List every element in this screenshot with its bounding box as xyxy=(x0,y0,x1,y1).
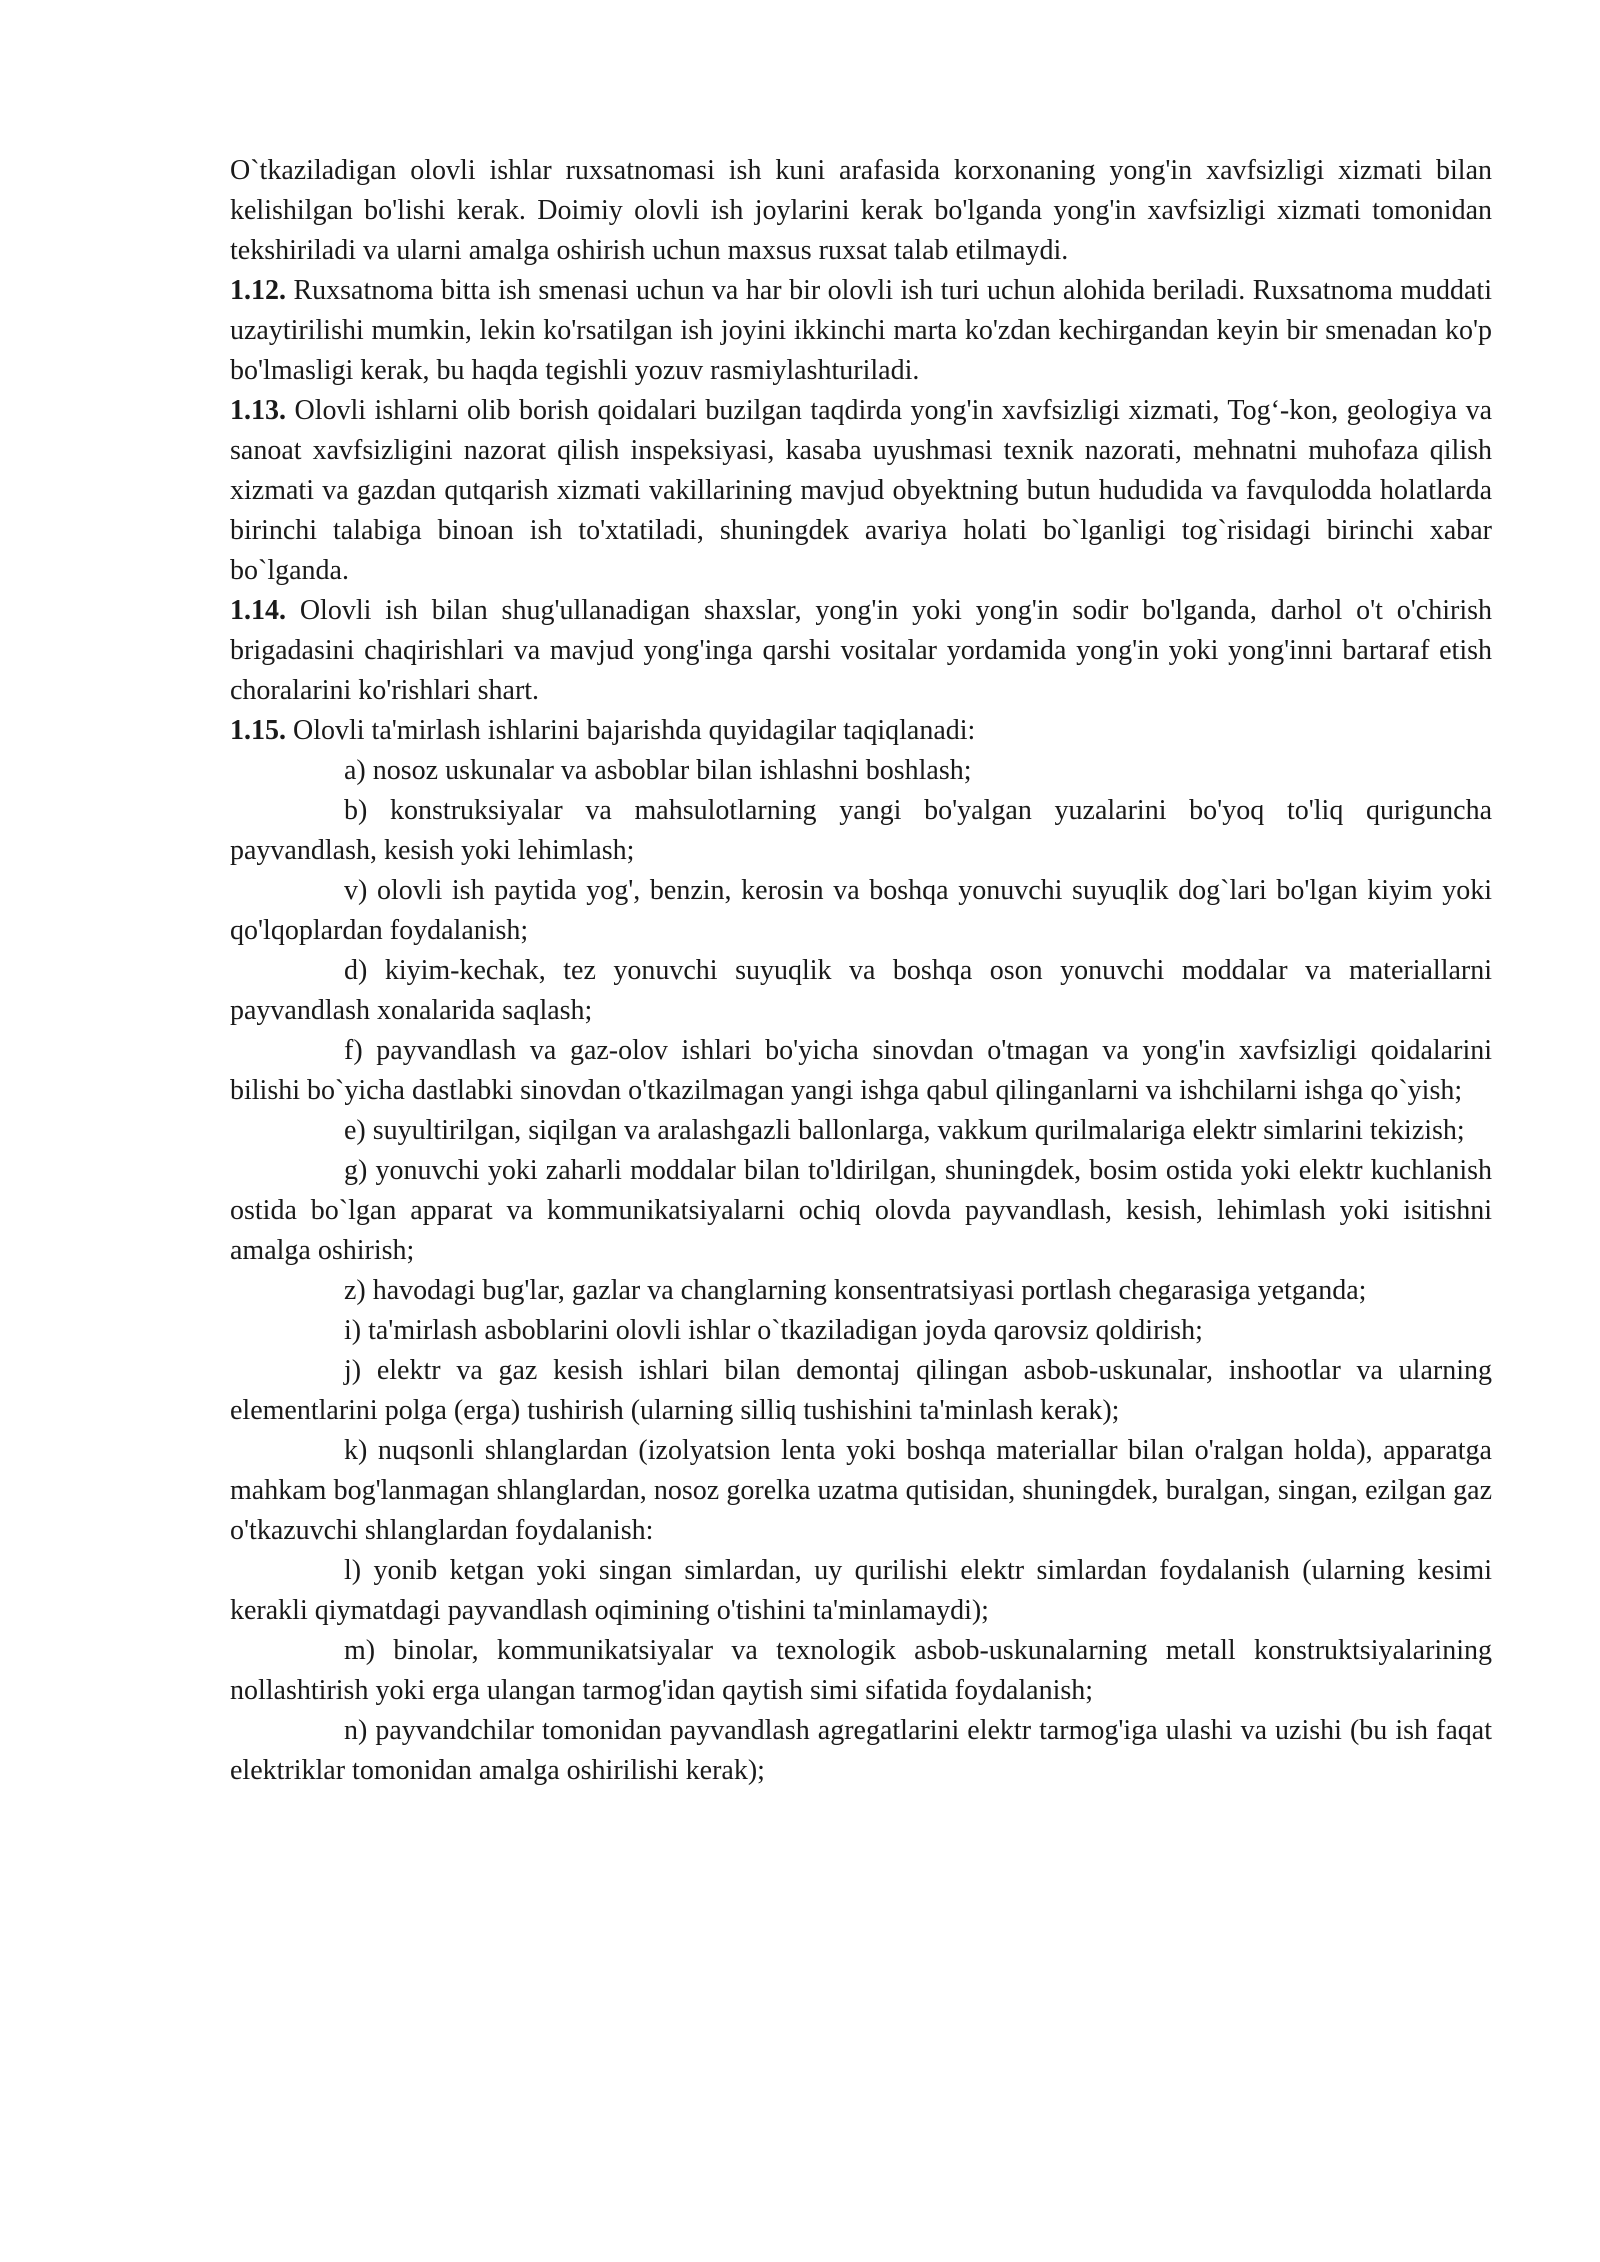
section-number: 1.15. xyxy=(230,715,286,746)
section-text: Olovli ishlarni olib borish qoidalari buzilgan taqdirda yong'in xavfsizligi xizmati, Tog‘-kon, geologiya va sanoat xavfsizligini nazorat qilish inspeksiyasi, kasaba uyushmasi texnik nazorati, mehnatni muhofaza qilish xizmati va gazdan qutqarish xizmati vakillarining mavjud obyektning butun hududida va favqulodda holatlarda birinchi talabiga binoan ish to'xtatiladi, shuningdek avariya holati bo`lganligi tog`risidagi birinchi xabar bo`lganda. xyxy=(230,395,1492,586)
list-item-m: m) binolar, kommunikatsiyalar va texnologik asbob-uskunalarning metall konstruktsiyalarining nollashtirish yoki erga ulangan tarmog'idan qaytish simi sifatida foydalanish; xyxy=(230,1635,1492,1706)
list-item-d: d) kiyim-kechak, tez yonuvchi suyuqlik va boshqa oson yonuvchi moddalar va materiallarni payvandlash xonalarida saqlash; xyxy=(230,955,1492,1026)
list-item-f: f) payvandlash va gaz-olov ishlari bo'yicha sinovdan o'tmagan va yong'in xavfsizligi qoidalarini bilishi bo`yicha dastlabki sinovdan o'tkazilmagan yangi ishga qabul qilinganlarni va ishchilarni ishga qo`yish; xyxy=(230,1035,1492,1106)
section-1-14 xyxy=(230,591,1492,711)
list-item-z: z) havodagi bug'lar, gazlar va changlarning konsentratsiyasi portlash chegarasiga yetganda; xyxy=(344,1275,1367,1306)
section-1-12 xyxy=(230,271,1492,391)
intro-paragraph: O`tkaziladigan olovli ishlar ruxsatnomasi ish kuni arafasida korxonaning yong'in xavfsizligi xizmati bilan kelishilgan bo'lishi kerak. Doimiy olovli ish joylarini kerak bo'lganda yong'in xavfsizligi xizmati tomonidan tekshiriladi va ularni amalga oshirish uchun maxsus ruxsat talab etilmaydi. xyxy=(230,155,1492,266)
section-text: Ruxsatnoma bitta ish smenasi uchun va har bir olovli ish turi uchun alohida beriladi. Ruxsatnoma muddati uzaytirilishi mumkin, lekin ko'rsatilgan ish joyini ikkinchi marta ko'zdan kechirgandan keyin bir smenadan ko'p bo'lmasligi kerak, bu haqda tegishli yozuv rasmiylashturiladi. xyxy=(230,275,1492,386)
section-1-15 xyxy=(230,711,1492,751)
list-item-k: k) nuqsonli shlanglardan (izolyatsion lenta yoki boshqa materiallar bilan o'ralgan holda), apparatga mahkam bog'lanmagan shlanglardan, nosoz gorelka uzatma qutisidan, shuningdek, buralgan, singan, ezilgan gaz o'tkazuvchi shlanglardan foydalanish: xyxy=(230,1435,1492,1546)
list-item-n: n) payvandchilar tomonidan payvandlash agregatlarini elektr tarmog'iga ulashi va uzishi (bu ish faqat elektriklar tomonidan amalga oshirilishi kerak); xyxy=(230,1715,1492,1786)
document-page xyxy=(230,151,1492,1791)
section-number: 1.13. xyxy=(230,395,286,426)
section-number: 1.12. xyxy=(230,275,286,306)
section-text: Olovli ta'mirlash ishlarini bajarishda quyidagilar taqiqlanadi: xyxy=(286,715,976,746)
list-item-g: g) yonuvchi yoki zaharli moddalar bilan to'ldirilgan, shuningdek, bosim ostida yoki elektr kuchlanish ostida bo`lgan apparat va kommunikatsiyalarni ochiq olovda payvandlash, kesish, lehimlash yoki isitishni amalga oshirish; xyxy=(230,1155,1492,1266)
list-item-j: j) elektr va gaz kesish ishlari bilan demontaj qilingan asbob-uskunalar, inshootlar va ularning elementlarini polga (erga) tushirish (ularning silliq tushishini ta'minlash kerak); xyxy=(230,1355,1492,1426)
section-number: 1.14. xyxy=(230,595,286,626)
list-item-a: a) nosoz uskunalar va asboblar bilan ishlashni boshlash; xyxy=(344,755,972,786)
list-item-b: b) konstruksiyalar va mahsulotlarning yangi bo'yalgan yuzalarini bo'yoq to'liq qurigunchа payvandlash, kesish yoki lehimlash; xyxy=(230,795,1492,866)
list-item-v: v) olovli ish paytida yog', benzin, kerosin va boshqa yonuvchi suyuqlik dog`lari bo'lgan kiyim yoki qo'lqoplardan foydalanish; xyxy=(230,875,1492,946)
list-item-l: l) yonib ketgan yoki singan simlardan, uy qurilishi elektr simlardan foydalanish (ularning kesimi kerakli qiymatdagi payvandlash oqimining o'tishini ta'minlamaydi); xyxy=(230,1555,1492,1626)
list-item-e: e) suyultirilgan, siqilgan va aralashgazli ballonlarga, vakkum qurilmalariga elektr simlarini tekizish; xyxy=(344,1115,1465,1146)
section-text: Olovli ish bilan shug'ullanadigan shaxslar, yong'in yoki yong'in sodir bo'lganda, darhol o't o'chirish brigadasini chaqirishlari va mavjud yong'inga qarshi vositalar yordamida yong'in yoki yong'inni bartaraf etish choralarini ko'rishlari shart. xyxy=(230,595,1492,706)
list-item-i: i) ta'mirlash asboblarini olovli ishlar o`tkaziladigan joyda qarovsiz qoldirish; xyxy=(344,1315,1203,1346)
section-1-13 xyxy=(230,391,1492,591)
